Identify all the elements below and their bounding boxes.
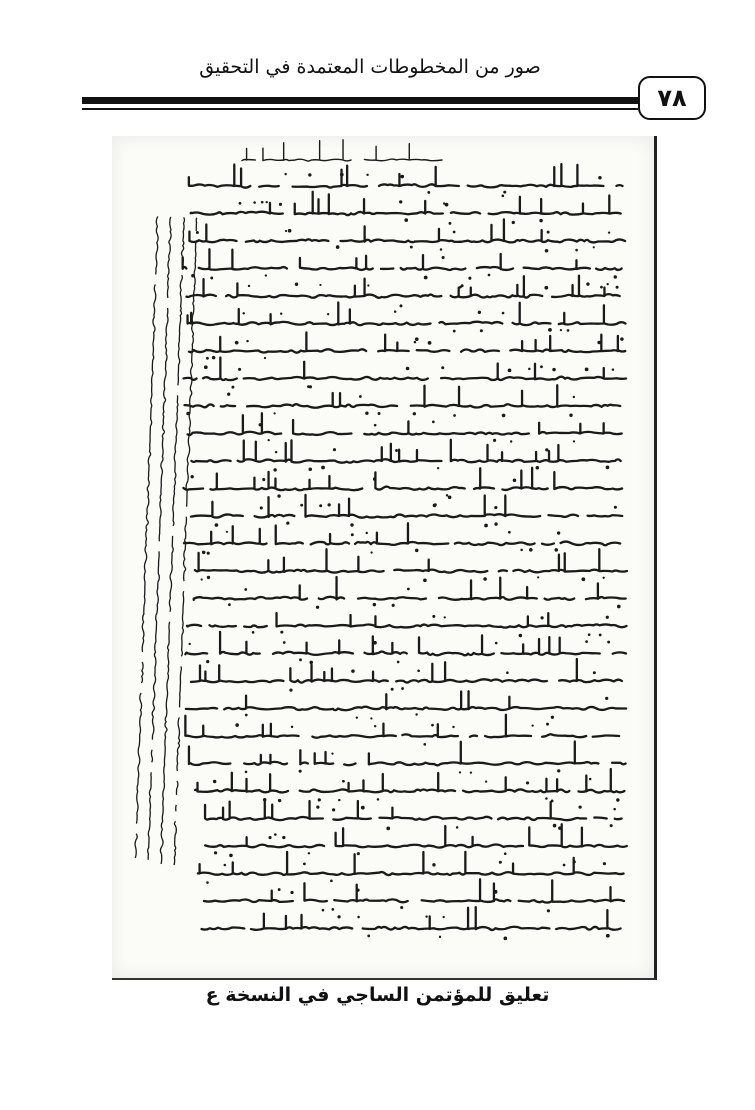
- diacritic-dot: [483, 577, 487, 581]
- diacritic-dot: [300, 504, 303, 507]
- diacritic-dot: [356, 717, 358, 719]
- diacritic-dot: [413, 412, 416, 415]
- diacritic-dot: [351, 669, 355, 673]
- diacritic-dot: [278, 888, 281, 891]
- diacritic-dot: [285, 230, 287, 232]
- handwriting-stroke: [202, 907, 621, 930]
- diacritic-dot: [431, 724, 434, 727]
- diacritic-dot: [545, 448, 548, 451]
- diacritic-dot: [440, 248, 443, 251]
- diacritic-dot: [599, 634, 602, 637]
- diacritic-dot: [415, 713, 417, 715]
- diacritic-dot: [606, 616, 609, 619]
- handwriting-stroke: [195, 769, 624, 793]
- diacritic-dot: [340, 173, 344, 177]
- diacritic-dot: [273, 412, 275, 414]
- diacritic-dot: [585, 640, 588, 643]
- diacritic-dot: [495, 642, 498, 645]
- diacritic-dot: [444, 616, 446, 618]
- diacritic-dot: [248, 285, 250, 287]
- diacritic-dot: [397, 661, 400, 664]
- diacritic-dot: [332, 808, 335, 811]
- diacritic-dot: [508, 369, 512, 373]
- diacritic-dot: [357, 916, 360, 919]
- diacritic-dot: [229, 854, 233, 858]
- diacritic-dot: [501, 195, 504, 198]
- diacritic-dot: [289, 689, 292, 692]
- diacritic-dot: [414, 341, 417, 344]
- diacritic-dot: [519, 634, 523, 638]
- diacritic-dot: [557, 531, 560, 534]
- diacritic-dot: [529, 548, 533, 552]
- diacritic-dot: [545, 797, 548, 800]
- diacritic-dot: [567, 329, 570, 332]
- diacritic-dot: [554, 548, 558, 552]
- diacritic-dot: [544, 286, 548, 290]
- diacritic-dot: [391, 688, 394, 691]
- diacritic-dot: [213, 780, 216, 783]
- diacritic-dot: [308, 852, 310, 854]
- handwriting-stroke: [242, 140, 442, 161]
- diacritic-dot: [206, 881, 209, 884]
- diacritic-dot: [443, 202, 445, 204]
- diacritic-dot: [280, 313, 282, 315]
- handwriting-stroke: [205, 799, 622, 820]
- page-number: ٧٨: [638, 76, 706, 120]
- diacritic-dot: [448, 495, 452, 499]
- diacritic-dot: [307, 385, 310, 388]
- diacritic-dot: [502, 312, 505, 315]
- diacritic-dot: [603, 577, 605, 579]
- diacritic-dot: [238, 368, 241, 371]
- diacritic-dot: [512, 221, 515, 224]
- diacritic-dot: [606, 466, 610, 470]
- diacritic-dot: [331, 752, 333, 754]
- diacritic-dot: [328, 503, 331, 506]
- diacritic-dot: [277, 494, 280, 497]
- diacritic-dot: [503, 191, 506, 194]
- diacritic-dot: [453, 414, 456, 417]
- diacritic-dot: [264, 357, 266, 359]
- diacritic-dot: [484, 524, 488, 528]
- diacritic-dot: [480, 329, 483, 332]
- diacritic-dot: [260, 506, 263, 509]
- diacritic-dot: [608, 231, 610, 233]
- diacritic-dot: [432, 421, 435, 424]
- diacritic-dot: [357, 852, 360, 855]
- diacritic-dot: [316, 805, 319, 808]
- diacritic-dot: [235, 341, 239, 345]
- diacritic-dot: [318, 798, 321, 801]
- diacritic-dot: [616, 798, 619, 801]
- diacritic-dot: [520, 549, 523, 552]
- diacritic-dot: [280, 631, 283, 634]
- diacritic-dot: [400, 175, 404, 179]
- diacritic-dot: [612, 368, 615, 371]
- handwriting-stroke: [183, 468, 622, 490]
- diacritic-dot: [410, 246, 413, 249]
- handwriting-stroke: [184, 523, 620, 545]
- diacritic-dot: [394, 310, 397, 313]
- diacritic-dot: [614, 275, 617, 278]
- diacritic-dot: [427, 191, 430, 194]
- diacritic-dot: [367, 284, 369, 286]
- diacritic-dot: [373, 641, 377, 645]
- diacritic-dot: [365, 412, 368, 415]
- diacritic-dot: [532, 724, 534, 726]
- diacritic-dot: [406, 367, 410, 371]
- diacritic-dot: [378, 412, 381, 415]
- diacritic-dot: [573, 860, 576, 863]
- handwriting-stroke: [183, 249, 622, 270]
- diacritic-dot: [569, 414, 572, 417]
- diacritic-dot: [573, 440, 575, 442]
- diacritic-dot: [573, 396, 575, 398]
- handwriting-stroke: [189, 219, 625, 242]
- handwriting-stroke: [195, 549, 627, 573]
- diacritic-dot: [191, 475, 194, 478]
- diacritic-dot: [553, 824, 557, 828]
- diacritic-dot: [228, 603, 231, 606]
- diacritic-dot: [593, 246, 595, 248]
- diacritic-dot: [456, 826, 459, 829]
- diacritic-dot: [607, 641, 610, 644]
- diacritic-dot: [453, 231, 456, 234]
- diacritic-dot: [374, 424, 377, 427]
- handwriting-stroke: [204, 879, 624, 902]
- handwritten-manuscript-page: [112, 136, 654, 978]
- diacritic-dot: [620, 337, 623, 340]
- diacritic-dot: [291, 726, 293, 728]
- diacritic-dot: [215, 523, 219, 527]
- handwriting-stroke: [205, 824, 627, 847]
- diacritic-dot: [351, 533, 354, 536]
- diacritic-dot: [537, 576, 539, 578]
- diacritic-dot: [588, 633, 591, 636]
- diacritic-dot: [417, 669, 420, 672]
- diacritic-dot: [560, 329, 562, 331]
- diacritic-dot: [437, 467, 439, 469]
- diacritic-dot: [547, 909, 550, 912]
- diacritic-dot: [282, 836, 285, 839]
- diacritic-dot: [259, 423, 262, 426]
- diacritic-dot: [546, 723, 549, 726]
- diacritic-dot: [528, 368, 530, 370]
- diacritic-dot: [245, 771, 248, 774]
- handwriting-stroke: [191, 495, 622, 518]
- diacritic-dot: [478, 311, 481, 314]
- diacritic-dot: [226, 531, 228, 533]
- diacritic-dot: [366, 174, 368, 176]
- diacritic-dot: [428, 341, 432, 345]
- margin-note-stroke: [173, 218, 198, 865]
- diacritic-dot: [452, 726, 454, 728]
- diacritic-dot: [494, 890, 498, 894]
- handwriting-stroke: [189, 164, 623, 187]
- diacritic-dot: [336, 245, 340, 249]
- figure-caption: تعليق للمؤتمن الساجي في النسخة ع: [205, 984, 550, 1006]
- diacritic-dot: [207, 552, 210, 555]
- diacritic-dot: [597, 341, 600, 344]
- diacritic-dot: [399, 304, 402, 307]
- diacritic-dot: [575, 249, 578, 252]
- diacritic-dot: [400, 906, 403, 909]
- diacritic-dot: [286, 522, 289, 525]
- diacritic-dot: [370, 717, 372, 719]
- diacritic-dot: [404, 218, 408, 222]
- diacritic-dot: [616, 286, 619, 289]
- diacritic-dot: [433, 504, 437, 508]
- diacritic-dot: [377, 798, 380, 801]
- diacritic-dot: [563, 864, 566, 867]
- handwriting-stroke: [188, 303, 626, 326]
- diacritic-dot: [333, 448, 336, 451]
- diacritic-dot: [373, 477, 376, 480]
- diacritic-dot: [606, 934, 610, 938]
- diacritic-dot: [446, 494, 448, 496]
- diacritic-dot: [441, 366, 444, 369]
- diacritic-dot: [485, 781, 487, 783]
- diacritic-dot: [288, 229, 292, 233]
- diacritic-dot: [284, 173, 286, 175]
- handwriting-stroke: [184, 358, 626, 381]
- diacritic-dot: [231, 386, 234, 389]
- diacritic-dot: [242, 312, 244, 314]
- diacritic-dot: [330, 880, 333, 883]
- diacritic-dot: [253, 201, 256, 204]
- margin-note-stroke: [147, 217, 172, 860]
- diacritic-dot: [303, 862, 306, 865]
- diacritic-dot: [540, 616, 543, 619]
- diacritic-dot: [488, 274, 491, 277]
- diacritic-dot: [338, 799, 340, 801]
- running-header-title: صور من المخطوطات المعتمدة في التحقيق: [199, 56, 541, 78]
- diacritic-dot: [359, 395, 362, 398]
- handwriting-stroke: [188, 413, 622, 435]
- diacritic-dot: [499, 861, 502, 864]
- diacritic-dot: [545, 249, 549, 253]
- diacritic-dot: [207, 576, 210, 579]
- diacritic-dot: [453, 330, 456, 333]
- diacritic-dot: [557, 769, 560, 772]
- diacritic-dot: [547, 231, 550, 234]
- diacritic-dot: [196, 231, 199, 234]
- diacritic-dot: [202, 551, 205, 554]
- diacritic-dot: [266, 201, 268, 203]
- diacritic-dot: [214, 851, 217, 854]
- diacritic-dot: [295, 283, 298, 286]
- handwriting-stroke: [191, 440, 620, 463]
- diacritic-dot: [610, 824, 613, 827]
- diacritic-dot: [401, 687, 404, 690]
- diacritic-dot: [617, 605, 621, 609]
- handwriting-stroke: [189, 332, 625, 352]
- diacritic-dot: [593, 671, 596, 674]
- margin-notes: [134, 216, 198, 865]
- diacritic-dot: [268, 439, 270, 441]
- handwriting-stroke: [184, 385, 620, 407]
- handwriting-stroke: [186, 276, 619, 298]
- diacritic-dot: [614, 506, 617, 509]
- diacritic-dot: [510, 440, 512, 442]
- diacritic-dot: [526, 781, 529, 784]
- diacritic-dot: [395, 449, 398, 452]
- diacritic-dot: [552, 716, 554, 718]
- diacritic-dot: [350, 523, 353, 526]
- diacritic-dot: [386, 826, 390, 830]
- diacritic-dot: [439, 936, 441, 938]
- manuscript-image: [112, 136, 657, 980]
- diacritic-dot: [536, 466, 540, 470]
- diacritic-dot: [224, 864, 227, 867]
- diacritic-dot: [470, 771, 472, 773]
- diacritic-dot: [290, 891, 293, 894]
- diacritic-dot: [468, 277, 471, 280]
- handwriting-stroke: [194, 577, 626, 600]
- diacritic-dot: [206, 660, 209, 663]
- diacritic-dot: [279, 203, 282, 206]
- header-rule-thin: [82, 108, 638, 110]
- diacritic-dot: [586, 282, 589, 285]
- diacritic-dot: [607, 283, 609, 285]
- handwriting-stroke: [187, 613, 626, 627]
- diacritic-dot: [274, 833, 277, 836]
- diacritic-dot: [327, 313, 329, 315]
- diacritic-dot: [578, 805, 581, 808]
- diacritic-dot: [432, 615, 435, 618]
- diacritic-dot: [423, 578, 427, 582]
- diacritic-dot: [508, 531, 511, 534]
- diacritic-dot: [262, 478, 265, 481]
- diacritic-dot: [235, 723, 239, 727]
- diacritic-dot: [503, 936, 507, 940]
- diacritic-dot: [392, 604, 395, 607]
- diacritic-dot: [246, 340, 248, 342]
- diacritic-dot: [367, 935, 370, 938]
- diacritic-dot: [459, 771, 461, 773]
- diacritic-dot: [275, 451, 277, 453]
- diacritic-dot: [589, 778, 592, 781]
- diacritic-dot: [204, 365, 208, 369]
- diacritic-dot: [373, 603, 376, 606]
- diacritic-dot: [539, 219, 542, 222]
- handwriting-stroke: [185, 632, 626, 655]
- diacritic-dot: [212, 356, 216, 360]
- diacritic-dot: [581, 577, 585, 581]
- diacritic-dot: [319, 284, 321, 286]
- diacritic-dot: [504, 852, 507, 855]
- diacritic-dot: [449, 222, 452, 225]
- diacritic-dot: [299, 658, 302, 661]
- diacritic-dot: [424, 276, 428, 280]
- diacritic-dot: [459, 286, 462, 289]
- diacritic-dot: [585, 367, 589, 371]
- diacritic-dot: [337, 915, 340, 918]
- diacritic-dot: [399, 200, 402, 203]
- diacritic-dot: [283, 641, 286, 644]
- diacritic-dot: [188, 643, 190, 645]
- handwriting-stroke: [198, 852, 624, 875]
- diacritic-dot: [493, 439, 496, 442]
- diacritic-dot: [442, 916, 444, 918]
- diacritic-dot: [605, 697, 608, 700]
- diacritic-dot: [415, 549, 419, 553]
- diacritic-dot: [442, 256, 445, 259]
- diacritic-dot: [502, 414, 506, 418]
- diacritic-dot: [201, 578, 203, 580]
- diacritic-dot: [210, 277, 213, 280]
- diacritic-dot: [227, 393, 230, 396]
- diacritic-dot: [600, 286, 603, 289]
- diacritic-dot: [322, 909, 325, 912]
- diacritic-dot: [316, 606, 319, 609]
- diacritic-dot: [342, 780, 345, 783]
- diacritic-dot: [244, 588, 247, 591]
- diacritic-dot: [261, 201, 264, 204]
- diacritic-dot: [407, 588, 410, 591]
- handwriting-stroke: [186, 691, 626, 710]
- diacritic-dot: [371, 551, 373, 553]
- diacritic-dot: [308, 173, 311, 176]
- diacritic-dot: [206, 357, 209, 360]
- diacritic-dot: [361, 806, 365, 810]
- margin-note-stroke: [160, 217, 185, 864]
- diacritic-dot: [494, 506, 497, 509]
- diacritic-dot: [356, 888, 359, 891]
- diacritic-dot: [598, 176, 601, 179]
- diacritic-dot: [278, 799, 281, 802]
- margin-note-stroke: [134, 216, 159, 858]
- diacritic-dot: [603, 862, 606, 865]
- diacritic-dot: [548, 328, 552, 332]
- diacritic-dot: [432, 863, 435, 866]
- diacritic-dot: [494, 522, 497, 525]
- diacritic-dot: [265, 274, 267, 276]
- diacritic-dot: [506, 671, 509, 674]
- diacritic-dot: [540, 365, 543, 368]
- diacritic-dot: [321, 466, 325, 470]
- diacritic-dot: [308, 468, 312, 472]
- diacritic-dot: [331, 908, 334, 911]
- diacritic-dot: [299, 770, 302, 773]
- diacritic-dot: [366, 532, 368, 534]
- diacritic-dot: [415, 337, 419, 341]
- diacritic-dot: [374, 725, 376, 727]
- diacritic-dot: [513, 478, 517, 482]
- diacritic-dot: [273, 468, 276, 471]
- diacritic-dot: [239, 202, 242, 205]
- diacritic-dot: [252, 631, 255, 634]
- diacritic-dot: [245, 714, 248, 717]
- header-rule-thick: [82, 97, 638, 104]
- handwriting-stroke: [189, 742, 626, 766]
- handwriting-stroke: [191, 659, 622, 683]
- diacritic-dot: [423, 743, 426, 746]
- diacritic-dot: [319, 504, 322, 507]
- diacritic-dot: [552, 368, 555, 371]
- diacritic-dot: [268, 836, 271, 839]
- diacritic-dot: [613, 808, 616, 811]
- diacritic-dot: [425, 915, 427, 917]
